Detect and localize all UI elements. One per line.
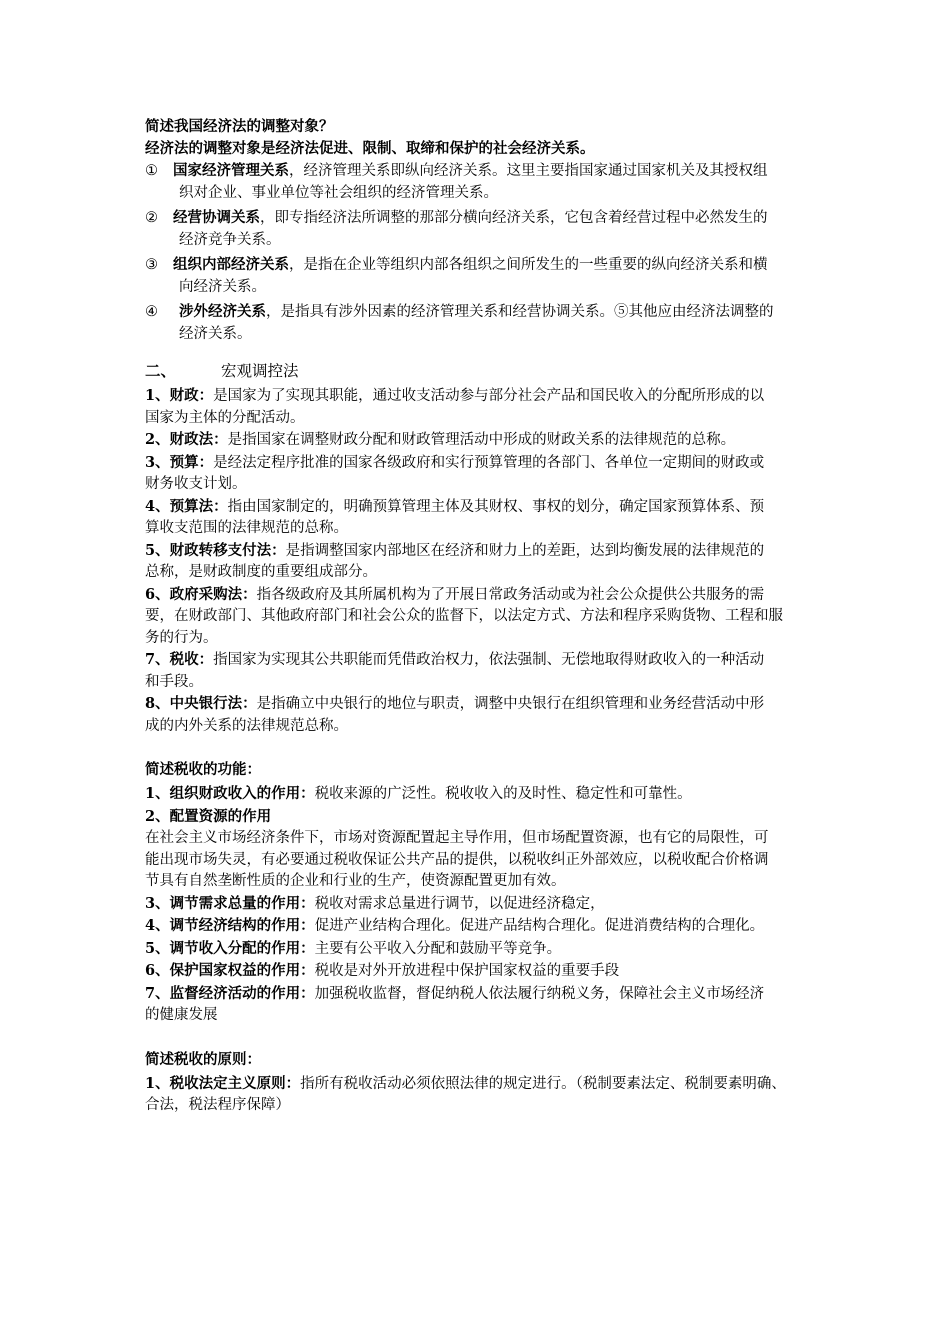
term-label: 3、预算： — [145, 453, 214, 471]
term-text: 指国家为实现其公共职能而凭借政治权力，依法强制、无偿地取得财政收入的一种活动 — [213, 652, 765, 668]
text-line — [145, 1073, 870, 1096]
term-text: 能出现市场失灵，有必要通过税收保证公共产品的提供，以税收纠正外部效应，以税收配合价格调 — [145, 851, 769, 868]
text-line — [145, 693, 870, 716]
term-text: 算收支范围的法律规范的总称。 — [145, 520, 348, 536]
text-line — [145, 385, 870, 408]
term-label: 1、财政： — [145, 387, 214, 404]
item-head: 国家经济管理关系 — [173, 162, 289, 179]
term-text: 促进产业结构合理化。促进产品结构合理化。促进消费结构的合理化。 — [314, 918, 765, 934]
term-text: 总称，是财政制度的重要组成部分。 — [145, 564, 377, 580]
item-marker: ③ — [145, 257, 158, 273]
term-label: 3、调节需求总量的作用： — [145, 894, 315, 912]
item-head: 涉外经济关系 — [179, 303, 266, 320]
section-number: 二、 — [145, 361, 177, 380]
term-label: 5、调节收入分配的作用： — [145, 939, 315, 957]
text-line — [145, 518, 870, 540]
term-text: 税收是对外开放进程中保护国家权益的重要手段 — [314, 963, 620, 979]
section-title: 宏观调控法 — [221, 362, 299, 380]
term-text: 要，在财政部门、其他政府部门和社会公众的监督下，以法定方式、方法和程序采购货物、工程和服 — [145, 608, 783, 624]
text-line — [145, 783, 870, 806]
item-head: 组织内部经济关系 — [173, 256, 289, 273]
term-label: 4、调节经济结构的作用： — [145, 917, 315, 934]
document-page — [145, 116, 870, 1117]
text-line — [145, 496, 870, 519]
text-line — [145, 408, 870, 430]
q2-title: 简述税收的功能： — [145, 761, 261, 778]
text-line — [145, 474, 870, 496]
text-line — [145, 716, 870, 738]
term-text: 是经法定程序批准的国家各级政府和实行预算管理的各部门、各单位一定期间的财政或 — [213, 454, 765, 471]
term-text: 在社会主义市场经济条件下，市场对资源配置起主导作用，但市场配置资源，也有它的局限性，可 — [145, 830, 769, 846]
text-line — [145, 806, 870, 829]
text-line — [145, 628, 870, 650]
term-text: 是指确立中央银行的地位与职责，调整中央银行在组织管理和业务经营活动中形 — [256, 696, 765, 712]
term-text: 指所有税收活动必须依照法律的规定进行。（税制要素法定、税制要素明确、 — [300, 1075, 786, 1092]
list-item — [145, 160, 870, 204]
item-marker: ① — [145, 163, 158, 179]
item-head: 经营协调关系 — [173, 209, 260, 226]
term-label: 6、保护国家权益的作用： — [145, 962, 315, 979]
term-text: 税收来源的广泛性。税收收入的及时性、稳定性和可靠性。 — [314, 786, 692, 802]
text-line — [145, 938, 870, 961]
list-item — [145, 301, 870, 345]
text-line — [145, 562, 870, 584]
item-line-1 — [173, 254, 870, 276]
text-line — [145, 915, 870, 938]
term-label: 2、配置资源的作用 — [145, 807, 272, 825]
term-label: 6、政府采购法： — [145, 585, 257, 603]
text-line — [145, 584, 870, 607]
term-label: 1、组织财政收入的作用： — [145, 785, 315, 802]
term-text: 是指国家在调整财政分配和财政管理活动中形成的财政关系的法律规范的总称。 — [227, 432, 736, 448]
term-text: 合法，税法程序保障） — [145, 1097, 290, 1113]
q1-list — [145, 160, 870, 345]
item-text: ，是指具有涉外因素的经济管理关系和经营协调关系。⑤其他应由经济法调整的 — [266, 304, 774, 320]
term-text: 成的内外关系的法律规范总称。 — [145, 717, 348, 734]
term-text: 税收对需求总量进行调节，以促进经济稳定， — [314, 895, 605, 912]
term-label: 4、预算法： — [145, 497, 228, 515]
text-line — [145, 828, 870, 850]
item-marker: ④ — [145, 304, 158, 320]
term-label: 8、中央银行法： — [145, 695, 257, 712]
item-line-2: 经济竞争关系。 — [179, 232, 281, 248]
text-line — [145, 983, 870, 1006]
term-label: 2、财政法： — [145, 431, 228, 448]
item-marker: ② — [145, 210, 158, 226]
definitions-list — [145, 385, 870, 737]
list-item — [145, 254, 870, 298]
item-line-2: 向经济关系。 — [179, 279, 266, 295]
item-text: ，经济管理关系即纵向经济关系。这里主要指国家通过国家机关及其授权组 — [289, 163, 768, 179]
term-text: 是指调整国家内部地区在经济和财力上的差距，达到均衡发展的法律规范的 — [285, 542, 765, 559]
term-text: 节具有自然垄断性质的企业和行业的生产，使资源配置更加有效。 — [145, 873, 566, 889]
text-line — [145, 871, 870, 893]
text-line — [145, 452, 870, 475]
text-line — [145, 672, 870, 694]
term-text: 主要有公平收入分配和鼓励平等竞争。 — [314, 940, 562, 957]
tax-principles-list — [145, 1073, 870, 1117]
term-text: 和手段。 — [145, 673, 203, 690]
list-item — [145, 207, 870, 251]
term-text: 财务收支计划。 — [145, 476, 247, 492]
term-text: 是国家为了实现其职能，通过收支活动参与部分社会产品和国民收入的分配所形成的以 — [213, 388, 765, 404]
text-line — [145, 960, 870, 983]
item-line-2: 经济关系。 — [179, 326, 252, 342]
q3-title: 简述税收的原则： — [145, 1050, 261, 1068]
text-line — [145, 893, 870, 916]
section-heading — [145, 359, 870, 383]
item-text: ，即专指经济法所调整的那部分横向经济关系，它包含着经营过程中必然发生的 — [260, 210, 768, 226]
term-text: 指各级政府及其所属机构为了开展日常政务活动或为社会公众提供公共服务的需 — [256, 586, 765, 603]
q1-answer: 经济法的调整对象是经济法促进、限制、取缔和保护的社会经济关系。 — [145, 140, 595, 157]
term-text: 指由国家制定的，明确预算管理主体及其财权、事权的划分，确定国家预算体系、预 — [227, 498, 765, 515]
text-line — [145, 850, 870, 872]
text-line — [145, 649, 870, 672]
item-text: ，是指在企业等组织内部各组织之间所发生的一些重要的纵向经济关系和横 — [289, 257, 768, 273]
term-label: 7、监督经济活动的作用： — [145, 984, 315, 1002]
text-line — [145, 540, 870, 563]
term-text: 国家为主体的分配活动。 — [145, 409, 305, 426]
item-line-2: 织对企业、事业单位等社会组织的经济管理关系。 — [179, 185, 498, 201]
term-text: 的健康发展 — [145, 1007, 218, 1023]
item-line-1 — [179, 301, 870, 323]
term-label: 7、税收： — [145, 651, 214, 668]
term-text: 务的行为。 — [145, 629, 218, 646]
text-line — [145, 606, 870, 628]
item-line-1 — [173, 207, 870, 229]
term-label: 1、税收法定主义原则： — [145, 1074, 301, 1092]
tax-functions-list — [145, 783, 870, 1027]
text-line — [145, 1005, 870, 1027]
text-line — [145, 1095, 870, 1117]
term-label: 5、财政转移支付法： — [145, 541, 286, 559]
term-text: 加强税收监督，督促纳税人依法履行纳税义务，保障社会主义市场经济 — [314, 985, 765, 1002]
q1-title: 简述我国经济法的调整对象？ — [145, 118, 334, 135]
item-line-1 — [173, 160, 870, 182]
text-line — [145, 429, 870, 452]
